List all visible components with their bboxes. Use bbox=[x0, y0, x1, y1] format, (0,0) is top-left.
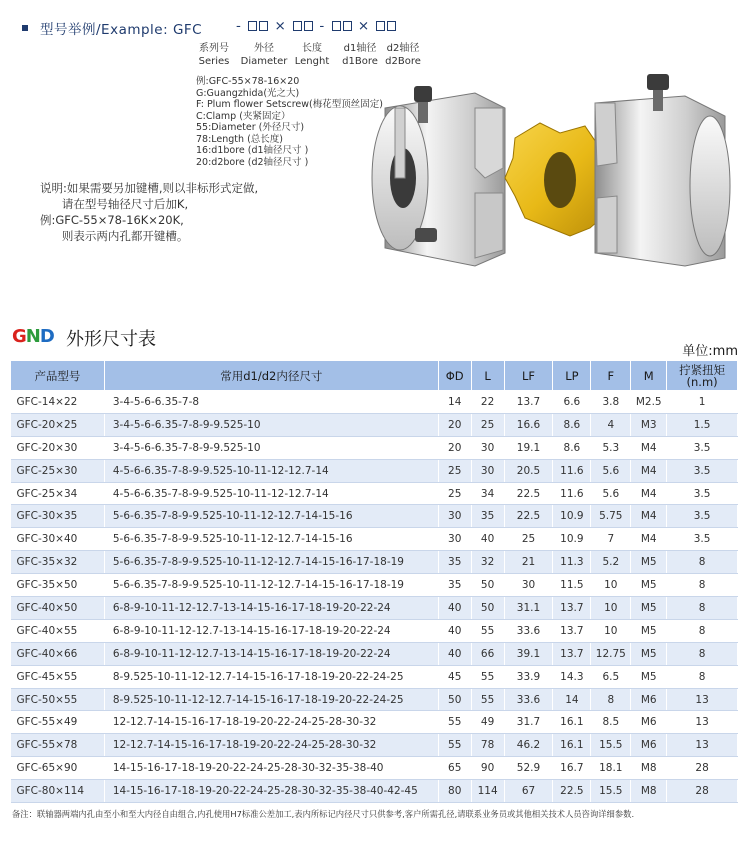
m-cell: M6 bbox=[631, 711, 667, 734]
lf-cell: 20.5 bbox=[504, 459, 553, 482]
lp-cell: 16.7 bbox=[553, 757, 591, 780]
diameter-cell: 25 bbox=[438, 482, 471, 505]
length-cell: 34 bbox=[471, 482, 504, 505]
f-cell: 10 bbox=[591, 574, 631, 597]
col-m: M bbox=[631, 361, 667, 391]
diameter-cell: 25 bbox=[438, 459, 471, 482]
f-cell: 5.3 bbox=[591, 436, 631, 459]
model-cell: GFC-35×32 bbox=[11, 551, 105, 574]
model-cell: GFC-65×90 bbox=[11, 757, 105, 780]
bore-sizes-cell: 4-5-6-6.35-7-8-9-9.525-10-11-12-12.7-14 bbox=[104, 459, 438, 482]
bore-sizes-cell: 14-15-16-17-18-19-20-22-24-25-28-30-32-35-38-40-42-45 bbox=[104, 780, 438, 803]
bore-sizes-cell: 3-4-5-6-6.35-7-8-9-9.525-10 bbox=[104, 413, 438, 436]
model-cell: GFC-45×55 bbox=[11, 665, 105, 688]
model-cell: GFC-80×114 bbox=[11, 780, 105, 803]
table-row bbox=[11, 482, 738, 505]
model-cell: GFC-25×30 bbox=[11, 459, 105, 482]
m-cell: M5 bbox=[631, 642, 667, 665]
length-cell: 55 bbox=[471, 688, 504, 711]
m-cell: M8 bbox=[631, 780, 667, 803]
length-cell: 114 bbox=[471, 780, 504, 803]
diameter-cell: 80 bbox=[438, 780, 471, 803]
left-hub-icon bbox=[372, 86, 505, 266]
f-cell: 5.2 bbox=[591, 551, 631, 574]
bore-sizes-cell: 5-6-6.35-7-8-9-9.525-10-11-12-12.7-14-15-16 bbox=[104, 505, 438, 528]
m-cell: M8 bbox=[631, 757, 667, 780]
table-header-row bbox=[11, 361, 738, 391]
m-cell: M4 bbox=[631, 459, 667, 482]
diameter-cell: 55 bbox=[438, 711, 471, 734]
f-cell: 5.6 bbox=[591, 482, 631, 505]
lf-cell: 39.1 bbox=[504, 642, 553, 665]
f-cell: 12.75 bbox=[591, 642, 631, 665]
torque-cell: 3.5 bbox=[667, 436, 738, 459]
lp-cell: 11.6 bbox=[553, 459, 591, 482]
length-cell: 35 bbox=[471, 505, 504, 528]
length-cell: 55 bbox=[471, 665, 504, 688]
m-cell: M5 bbox=[631, 574, 667, 597]
model-code-pattern: - × - × bbox=[236, 18, 397, 34]
f-cell: 8.5 bbox=[591, 711, 631, 734]
torque-cell: 1.5 bbox=[667, 413, 738, 436]
lp-cell: 14.3 bbox=[553, 665, 591, 688]
m-cell: M4 bbox=[631, 528, 667, 551]
lp-cell: 11.6 bbox=[553, 482, 591, 505]
lp-cell: 16.1 bbox=[553, 734, 591, 757]
table-row bbox=[11, 642, 738, 665]
lf-cell: 52.9 bbox=[504, 757, 553, 780]
length-cell: 30 bbox=[471, 436, 504, 459]
legend-length: 长度 Lenght bbox=[294, 43, 330, 67]
lp-cell: 8.6 bbox=[553, 436, 591, 459]
model-cell: GFC-30×35 bbox=[11, 505, 105, 528]
diameter-cell: 50 bbox=[438, 688, 471, 711]
lf-cell: 19.1 bbox=[504, 436, 553, 459]
torque-cell: 3.5 bbox=[667, 528, 738, 551]
lp-cell: 8.6 bbox=[553, 413, 591, 436]
f-cell: 5.75 bbox=[591, 505, 631, 528]
diameter-cell: 45 bbox=[438, 665, 471, 688]
lf-cell: 33.6 bbox=[504, 619, 553, 642]
m-cell: M4 bbox=[631, 482, 667, 505]
m-cell: M3 bbox=[631, 413, 667, 436]
table-row bbox=[11, 574, 738, 597]
bore-sizes-cell: 5-6-6.35-7-8-9-9.525-10-11-12-12.7-14-15-16 bbox=[104, 528, 438, 551]
model-cell: GFC-55×49 bbox=[11, 711, 105, 734]
length-cell: 50 bbox=[471, 574, 504, 597]
length-cell: 90 bbox=[471, 757, 504, 780]
table-row bbox=[11, 734, 738, 757]
f-cell: 10 bbox=[591, 597, 631, 620]
torque-cell: 8 bbox=[667, 642, 738, 665]
model-cell: GFC-55×78 bbox=[11, 734, 105, 757]
bore-sizes-cell: 4-5-6-6.35-7-8-9-9.525-10-11-12-12.7-14 bbox=[104, 482, 438, 505]
f-cell: 6.5 bbox=[591, 665, 631, 688]
m-cell: M6 bbox=[631, 688, 667, 711]
model-notes: 例:GFC-55×78-16×20 G:Guangzhida(光之大) F: Plum flower Setscrew(梅花型顶丝固定) C:Clamp (夹紧固定） 55:Diameter (外径尺寸) 78:Length (总长度) 16:d1bore (d1轴径尺寸 ) 20:d2bore (d2轴径尺寸 ) bbox=[196, 76, 383, 168]
bore-sizes-cell: 5-6-6.35-7-8-9-9.525-10-11-12-12.7-14-15-16-17-18-19 bbox=[104, 574, 438, 597]
model-cell: GFC-14×22 bbox=[11, 391, 105, 414]
right-hub-icon bbox=[595, 74, 730, 266]
example-title-text: 型号举例/Example: GFC bbox=[40, 22, 203, 38]
table-row bbox=[11, 436, 738, 459]
length-cell: 32 bbox=[471, 551, 504, 574]
m-cell: M6 bbox=[631, 734, 667, 757]
diameter-cell: 55 bbox=[438, 734, 471, 757]
torque-cell: 13 bbox=[667, 688, 738, 711]
length-cell: 40 bbox=[471, 528, 504, 551]
table-row bbox=[11, 505, 738, 528]
col-lf: LF bbox=[504, 361, 553, 391]
torque-cell: 1 bbox=[667, 391, 738, 414]
model-cell: GFC-20×30 bbox=[11, 436, 105, 459]
table-row bbox=[11, 665, 738, 688]
lf-cell: 31.7 bbox=[504, 711, 553, 734]
lp-cell: 6.6 bbox=[553, 391, 591, 414]
col-model: 产品型号 bbox=[11, 361, 105, 391]
f-cell: 10 bbox=[591, 619, 631, 642]
lp-cell: 13.7 bbox=[553, 619, 591, 642]
torque-cell: 28 bbox=[667, 780, 738, 803]
bore-sizes-cell: 6-8-9-10-11-12-12.7-13-14-15-16-17-18-19-20-22-24 bbox=[104, 619, 438, 642]
bore-sizes-cell: 8-9.525-10-11-12-12.7-14-15-16-17-18-19-20-22-24-25 bbox=[104, 688, 438, 711]
model-cell: GFC-20×25 bbox=[11, 413, 105, 436]
table-row bbox=[11, 780, 738, 803]
table-row bbox=[11, 757, 738, 780]
table-row bbox=[11, 528, 738, 551]
f-cell: 3.8 bbox=[591, 391, 631, 414]
lp-cell: 13.7 bbox=[553, 642, 591, 665]
table-row bbox=[11, 711, 738, 734]
col-torque: 拧紧扭矩 (n.m) bbox=[667, 361, 738, 391]
lf-cell: 31.1 bbox=[504, 597, 553, 620]
diameter-cell: 20 bbox=[438, 413, 471, 436]
col-lp: LP bbox=[553, 361, 591, 391]
col-length: L bbox=[471, 361, 504, 391]
bore-sizes-cell: 5-6-6.35-7-8-9-9.525-10-11-12-12.7-14-15-16-17-18-19 bbox=[104, 551, 438, 574]
torque-cell: 8 bbox=[667, 597, 738, 620]
bore-sizes-cell: 3-4-5-6-6.35-7-8-9-9.525-10 bbox=[104, 436, 438, 459]
torque-cell: 3.5 bbox=[667, 505, 738, 528]
bore-sizes-cell: 12-12.7-14-15-16-17-18-19-20-22-24-25-28-30-32 bbox=[104, 734, 438, 757]
lf-cell: 13.7 bbox=[504, 391, 553, 414]
legend-series: 系列号 Series bbox=[198, 43, 230, 67]
length-cell: 49 bbox=[471, 711, 504, 734]
bore-sizes-cell: 6-8-9-10-11-12-12.7-13-14-15-16-17-18-19-20-22-24 bbox=[104, 642, 438, 665]
diameter-cell: 35 bbox=[438, 574, 471, 597]
m-cell: M5 bbox=[631, 665, 667, 688]
dimension-table bbox=[10, 360, 738, 803]
m-cell: M2.5 bbox=[631, 391, 667, 414]
unit-label: 单位:mm bbox=[682, 344, 738, 359]
m-cell: M5 bbox=[631, 619, 667, 642]
diameter-cell: 40 bbox=[438, 619, 471, 642]
legend-d1bore: d1轴径 d1Bore bbox=[342, 43, 378, 67]
torque-cell: 8 bbox=[667, 551, 738, 574]
lf-cell: 22.5 bbox=[504, 505, 553, 528]
model-cell: GFC-40×50 bbox=[11, 597, 105, 620]
col-f: F bbox=[591, 361, 631, 391]
lf-cell: 16.6 bbox=[504, 413, 553, 436]
length-cell: 78 bbox=[471, 734, 504, 757]
table-row bbox=[11, 459, 738, 482]
lf-cell: 46.2 bbox=[504, 734, 553, 757]
legend-d2bore: d2轴径 d2Bore bbox=[385, 43, 421, 67]
table-title: 外形尺寸表 bbox=[66, 329, 156, 350]
bullet-square-icon bbox=[22, 25, 28, 31]
table-row bbox=[11, 597, 738, 620]
length-cell: 66 bbox=[471, 642, 504, 665]
lp-cell: 14 bbox=[553, 688, 591, 711]
torque-cell: 8 bbox=[667, 619, 738, 642]
diameter-cell: 65 bbox=[438, 757, 471, 780]
diameter-cell: 40 bbox=[438, 642, 471, 665]
lf-cell: 33.9 bbox=[504, 665, 553, 688]
f-cell: 8 bbox=[591, 688, 631, 711]
m-cell: M5 bbox=[631, 597, 667, 620]
lf-cell: 33.6 bbox=[504, 688, 553, 711]
f-cell: 15.5 bbox=[591, 780, 631, 803]
col-bore-sizes: 常用d1/d2内径尺寸 bbox=[104, 361, 438, 391]
bore-sizes-cell: 14-15-16-17-18-19-20-22-24-25-28-30-32-35-38-40 bbox=[104, 757, 438, 780]
bore-sizes-cell: 3-4-5-6-6.35-7-8 bbox=[104, 391, 438, 414]
footnote: 备注：联轴器两端内孔由至小和至大内径自由组合,内孔使用H7标准公差加工,表内所标记内径尺寸只供参考,客户所需孔径,请联系业务员或其他相关技术人员咨询详细参数. bbox=[12, 809, 635, 819]
table-row bbox=[11, 619, 738, 642]
table-row bbox=[11, 391, 738, 414]
torque-cell: 8 bbox=[667, 665, 738, 688]
lf-cell: 67 bbox=[504, 780, 553, 803]
diameter-cell: 40 bbox=[438, 597, 471, 620]
lp-cell: 22.5 bbox=[553, 780, 591, 803]
diameter-cell: 30 bbox=[438, 505, 471, 528]
m-cell: M4 bbox=[631, 436, 667, 459]
diameter-cell: 20 bbox=[438, 436, 471, 459]
diameter-cell: 30 bbox=[438, 528, 471, 551]
f-cell: 5.6 bbox=[591, 459, 631, 482]
length-cell: 50 bbox=[471, 597, 504, 620]
diameter-cell: 35 bbox=[438, 551, 471, 574]
lp-cell: 11.5 bbox=[553, 574, 591, 597]
torque-cell: 8 bbox=[667, 574, 738, 597]
keyway-remark: 说明:如果需要另加键槽,则以非标形式定做, 请在型号轴径尺寸后加K, 例:GFC-55×78-16K×20K, 则表示两内孔都开键槽。 bbox=[40, 181, 259, 243]
diameter-cell: 14 bbox=[438, 391, 471, 414]
lf-cell: 25 bbox=[504, 528, 553, 551]
f-cell: 18.1 bbox=[591, 757, 631, 780]
col-diameter: ΦD bbox=[438, 361, 471, 391]
torque-cell: 28 bbox=[667, 757, 738, 780]
lf-cell: 22.5 bbox=[504, 482, 553, 505]
torque-cell: 13 bbox=[667, 734, 738, 757]
lp-cell: 13.7 bbox=[553, 597, 591, 620]
table-row bbox=[11, 688, 738, 711]
length-cell: 25 bbox=[471, 413, 504, 436]
coupling-product-image bbox=[355, 68, 735, 268]
lp-cell: 11.3 bbox=[553, 551, 591, 574]
torque-cell: 3.5 bbox=[667, 482, 738, 505]
bore-sizes-cell: 6-8-9-10-11-12-12.7-13-14-15-16-17-18-19-20-22-24 bbox=[104, 597, 438, 620]
length-cell: 30 bbox=[471, 459, 504, 482]
table-row bbox=[11, 551, 738, 574]
model-cell: GFC-25×34 bbox=[11, 482, 105, 505]
model-cell: GFC-40×55 bbox=[11, 619, 105, 642]
lf-cell: 21 bbox=[504, 551, 553, 574]
bore-sizes-cell: 12-12.7-14-15-16-17-18-19-20-22-24-25-28-30-32 bbox=[104, 711, 438, 734]
m-cell: M5 bbox=[631, 551, 667, 574]
model-cell: GFC-35×50 bbox=[11, 574, 105, 597]
torque-cell: 13 bbox=[667, 711, 738, 734]
m-cell: M4 bbox=[631, 505, 667, 528]
torque-cell: 3.5 bbox=[667, 459, 738, 482]
model-cell: GFC-50×55 bbox=[11, 688, 105, 711]
gnd-logo: G N D bbox=[12, 326, 55, 347]
table-row bbox=[11, 413, 738, 436]
lp-cell: 10.9 bbox=[553, 505, 591, 528]
model-cell: GFC-40×66 bbox=[11, 642, 105, 665]
model-cell: GFC-30×40 bbox=[11, 528, 105, 551]
f-cell: 4 bbox=[591, 413, 631, 436]
lp-cell: 16.1 bbox=[553, 711, 591, 734]
lf-cell: 30 bbox=[504, 574, 553, 597]
length-cell: 22 bbox=[471, 391, 504, 414]
f-cell: 15.5 bbox=[591, 734, 631, 757]
length-cell: 55 bbox=[471, 619, 504, 642]
legend-diameter: 外径 Diameter bbox=[240, 43, 288, 67]
lp-cell: 10.9 bbox=[553, 528, 591, 551]
bore-sizes-cell: 8-9.525-10-11-12-12.7-14-15-16-17-18-19-20-22-24-25 bbox=[104, 665, 438, 688]
example-heading bbox=[22, 18, 202, 38]
f-cell: 7 bbox=[591, 528, 631, 551]
